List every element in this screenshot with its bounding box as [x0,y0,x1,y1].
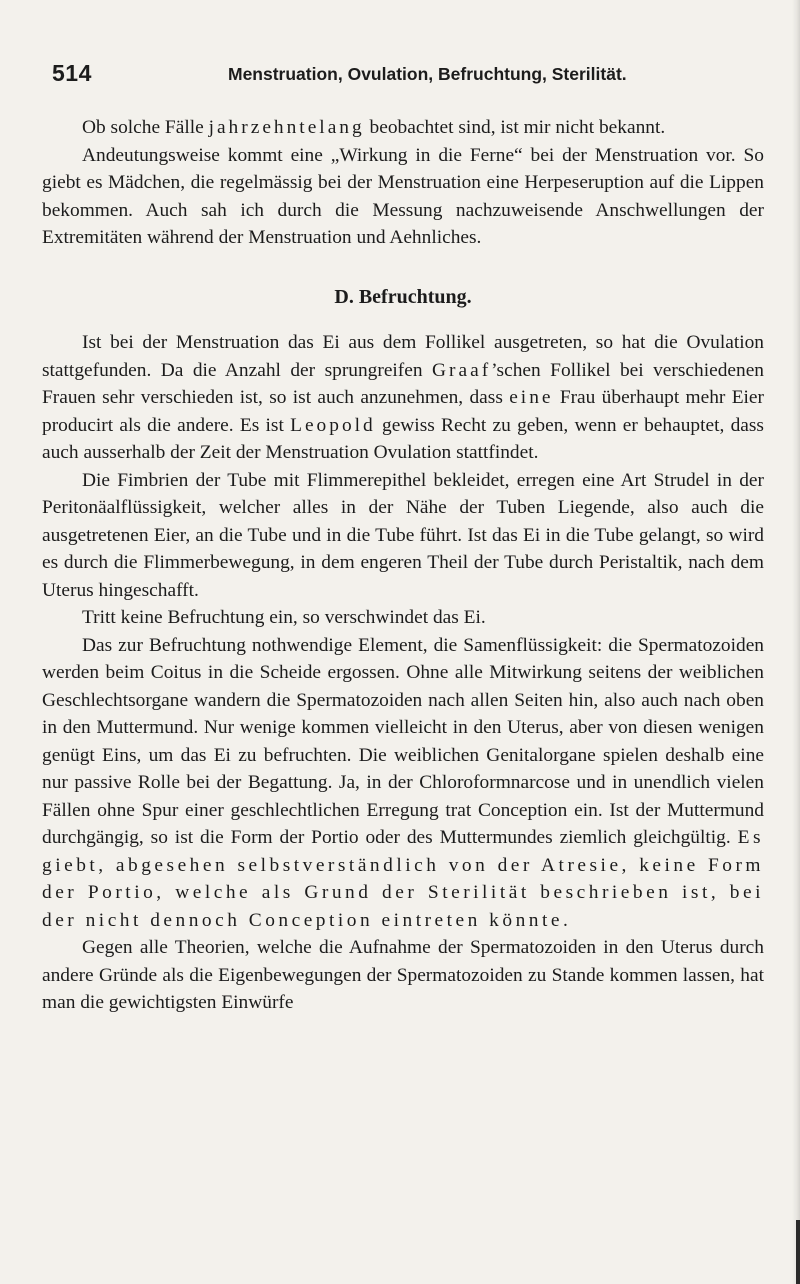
section-heading: D. Befruchtung. [334,285,472,308]
running-head [52,60,764,92]
paragraph-6-text: Das zur Befruchtung nothwendige Element, die Samenflüssigkeit: die Spermatozoiden werden beim Coitus in die Scheide ergossen. Ohne alle Mitwirkung seitens der weiblichen Geschlechtsorgane wandern die Spermatozoiden nach allen Seiten hin, also auch nach oben in den Muttermund. Nur wenige kommen vielleicht in den Uterus, aber von diesen wenigen genügt Eins, um das Ei zu befruchten. Die weiblichen Genitalorgane spielen deshalb eine nur passive Rolle bei der Begattung. Ja, in der Chloroformnarcose und in unendlich vielen Fällen ohne Spur einer geschlechtlichen Erregung trat Conception ein. Ist der Muttermund durchgängig, so ist die Form der Portio oder des Muttermundes ziemlich gleichgültig. [42,634,764,848]
paragraph-3-text-d: gewiss Recht zu geben, wenn er behauptet, dass auch ausserhalb der Zeit der Menstruation Ovulation stattfindet. [42,414,764,463]
paragraph-3-text-b: ’schen Follikel bei verschiedenen Frauen sehr verschieden ist, so ist auch anzunehmen, dass [42,359,764,408]
paragraph-2: Andeutungsweise kommt eine „Wirkung in die Ferne“ bei der Menstruation vor. So giebt es Mädchen, die regelmässig bei der Menstruation eine Herpeseruption auf die Lippen bekommen. Auch sah ich durch die Messung nachzuweisende Anschwellungen der Extremitäten während der Menstruation und Aehnliches. [42,144,764,248]
paragraph-5: Tritt keine Befruchtung ein, so verschwindet das Ei. [82,607,486,628]
name-graaf: Graaf [432,359,492,381]
paragraph-7: Gegen alle Theorien, welche die Aufnahme der Spermatozoiden in den Uterus durch andere Gründe als die Eigenbewegungen der Spermatozoiden zu Stande kommen lassen, hat man die gewichtigsten Einwürfe [42,937,764,1013]
body-text [42,114,764,1017]
paragraph-1-emphasis: jahrzehntelang [208,117,365,138]
paragraph-3-text-a: Ist bei der Menstruation das Ei aus dem Follikel ausgetreten, so hat die Ovulation stattgefunden. Da die Anzahl der sprungreifen [42,332,764,381]
page-number: 514 [52,60,92,86]
paragraph-6 [42,632,764,935]
paragraph-3-text-c: Frau überhaupt mehr Eier producirt als die andere. Es ist [42,387,764,436]
running-title: Menstruation, Ovulation, Befruchtung, Sterilität. [228,64,627,84]
name-leopold: Leopold [290,414,376,436]
paragraph-1 [42,114,764,142]
paragraph-6-emphasis: Es giebt, abgesehen selbstverständlich von der Atresie, keine Form der Portio, welche als Grund der Sterilität beschrieben ist, bei der nicht dennoch Conception eintreten könnte. [42,827,764,931]
page-edge-shadow [792,0,800,1284]
paragraph-3 [42,329,764,467]
paragraph-1-text-b: beobachtet sind, ist mir nicht bekannt. [364,117,666,138]
paragraph-4: Die Fimbrien der Tube mit Flimmerepithel bekleidet, erregen eine Art Strudel in der Peritonäalflüssigkeit, welcher alles in der Nähe der Tuben Liegende, also auch die ausgetretenen Eier, an die Tube und in die Tube führt. Ist das Ei in die Tube gelangt, so wird es durch die Flimmerbewegung, in dem engeren Theil der Tube durch Peristaltik, nach dem Uterus hingeschafft. [42,469,764,601]
paragraph-1-text-a: Ob solche Fälle [82,117,209,138]
emphasis-eine: eine [509,387,554,408]
page-edge-mark [796,1220,800,1284]
